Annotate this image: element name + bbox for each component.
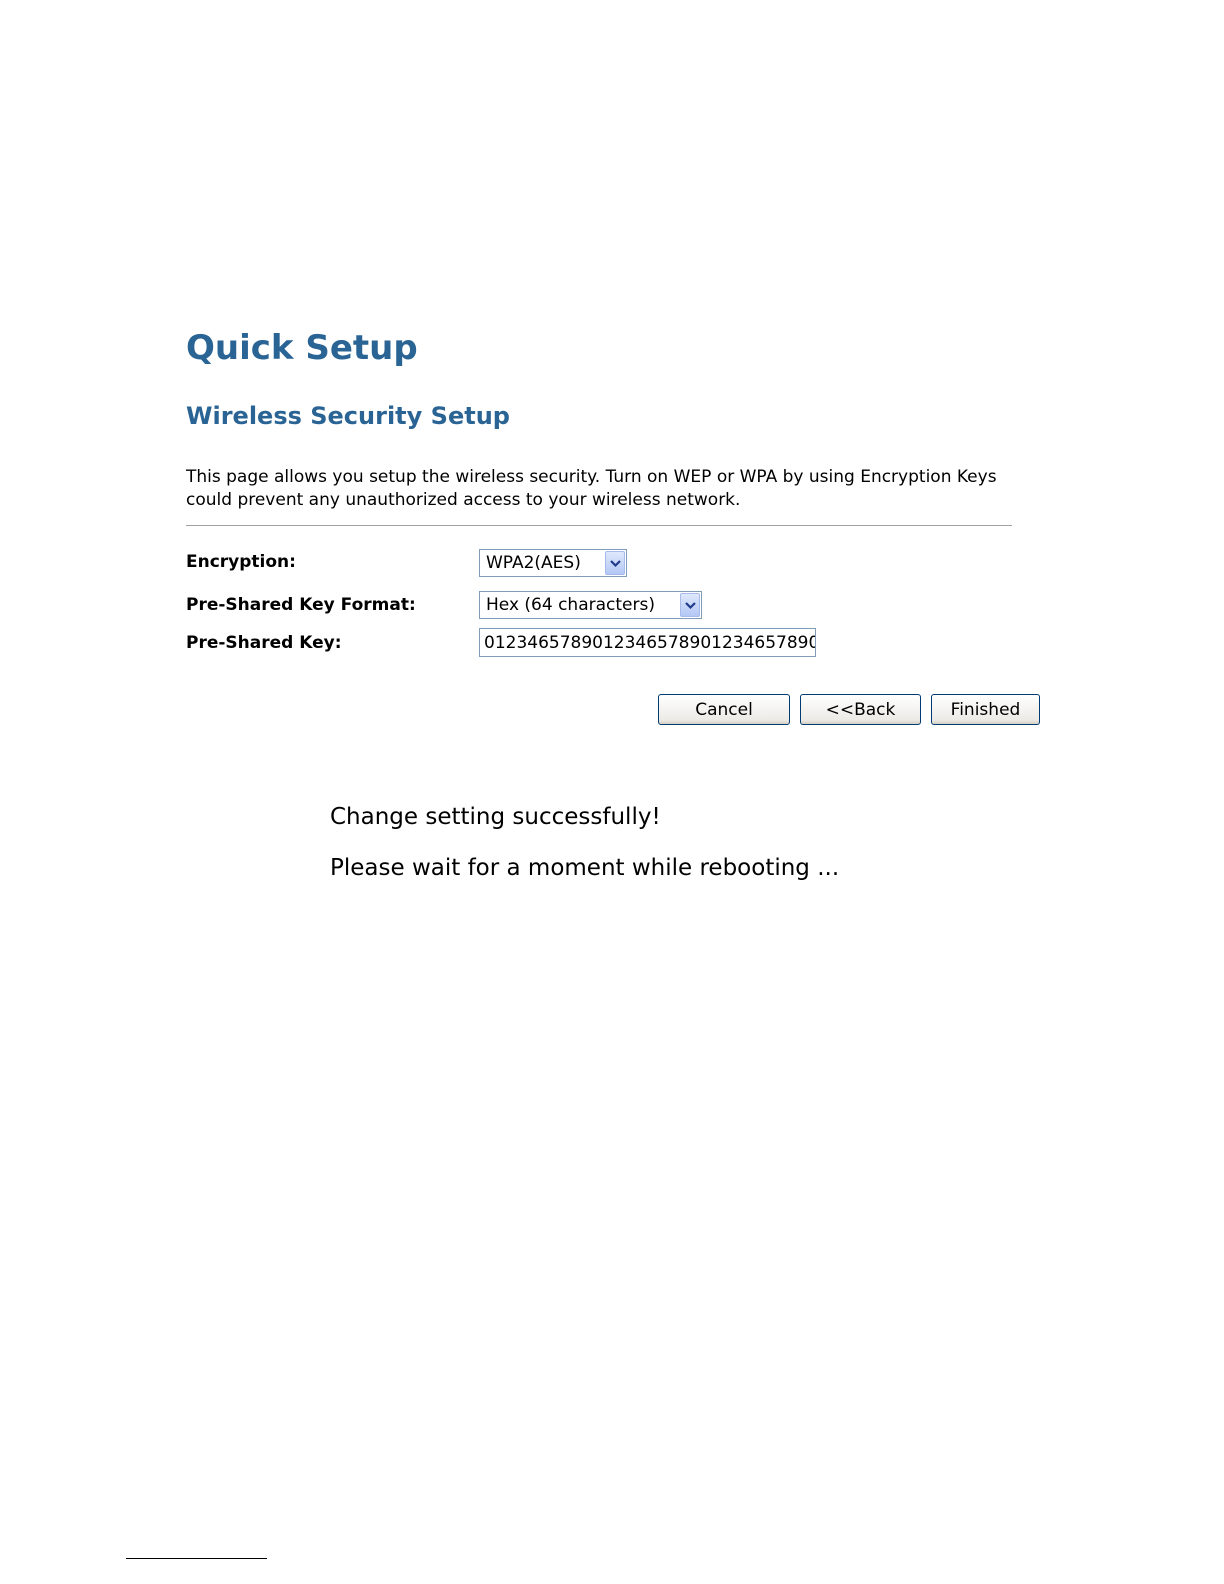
- success-message: Change setting successfully!: [330, 804, 661, 830]
- psk-label: Pre-Shared Key:: [186, 633, 342, 653]
- chevron-down-icon[interactable]: [680, 593, 700, 617]
- page-title: Quick Setup: [186, 328, 418, 368]
- section-title: Wireless Security Setup: [186, 402, 510, 430]
- psk-format-select-value: Hex (64 characters): [486, 595, 655, 615]
- chevron-down-icon[interactable]: [605, 551, 625, 575]
- rebooting-message: Please wait for a moment while rebooting ...: [330, 855, 840, 881]
- encryption-label: Encryption:: [186, 552, 296, 572]
- page-description: This page allows you setup the wireless security. Turn on WEP or WPA by using Encryption Keys could prevent any unauthorized access to your wireless network.: [186, 467, 997, 510]
- finished-button[interactable]: Finished: [931, 694, 1040, 725]
- psk-format-label: Pre-Shared Key Format:: [186, 595, 416, 615]
- divider: [186, 525, 1012, 526]
- footnote-divider: [126, 1558, 267, 1559]
- psk-input[interactable]: [479, 628, 816, 657]
- psk-format-select[interactable]: [479, 591, 702, 619]
- encryption-select[interactable]: [479, 549, 627, 577]
- cancel-button[interactable]: Cancel: [658, 694, 790, 725]
- encryption-select-value: WPA2(AES): [486, 553, 581, 573]
- back-button[interactable]: <<Back: [800, 694, 921, 725]
